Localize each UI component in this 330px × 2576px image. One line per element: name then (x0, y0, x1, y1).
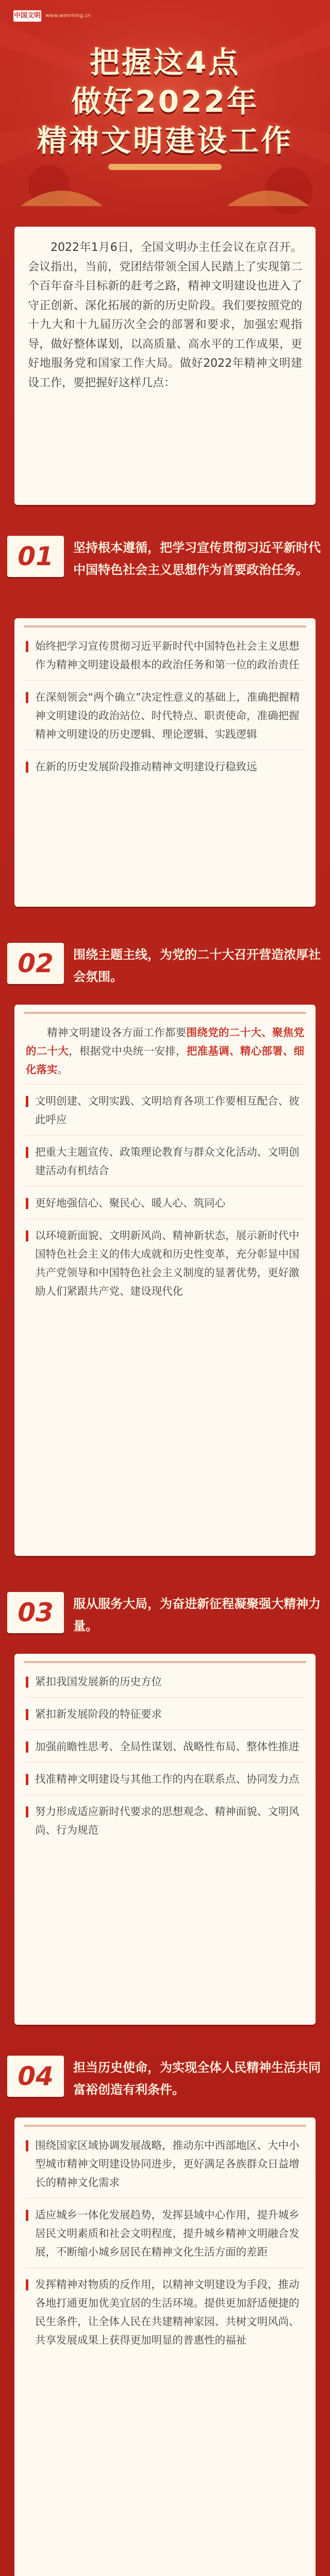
section-3-card (14, 1654, 316, 2025)
section-1-card (14, 618, 316, 907)
section-1-header (7, 536, 323, 581)
hero-title-line-3: 精神文明建设工作 (37, 123, 293, 158)
section-title: 围绕主题主线，为党的二十大召开营造浓厚社会氛围。 (73, 947, 321, 984)
card-top-bar (24, 1661, 306, 1663)
list-item: 努力形成适应新时代要求的思想观念、精神面貌、文明风尚、行为规范 (26, 1802, 304, 1839)
section-number: 04 (7, 2056, 64, 2097)
card-top-bar (24, 2125, 306, 2127)
brand-logo (13, 10, 91, 31)
section-number: 02 (7, 943, 64, 984)
hero-banner (0, 0, 330, 216)
list-item: 把重大主题宣传、政策理论教育与群众文化活动、文明创建活动有机结合 (26, 1143, 304, 1187)
card-top-bar (24, 625, 306, 628)
card-top-bar (24, 1012, 306, 1014)
highlight-text: 围绕党的二十大、聚焦党的二十大 (26, 1026, 305, 1057)
section-4-header (7, 2056, 323, 2101)
hero-title-line-2: 做好2022年 (71, 84, 259, 119)
list-item: 紧扣新发展阶段的特征要求 (26, 1705, 304, 1730)
section-number: 03 (7, 1592, 64, 1633)
paragraph-text: ，根据党中央统一安排， (69, 1045, 187, 1057)
paragraph-text: 精神文明建设各方面工作都要 (47, 1026, 187, 1039)
logo-url: www.wenming.cn (45, 13, 91, 19)
section-title: 服从服务大局，为奋进新征程凝聚强大精神力量。 (73, 1597, 321, 1633)
section-number: 01 (7, 536, 64, 577)
section-4-card (14, 2117, 316, 2576)
list-item: 始终把学习宣传贯彻习近平新时代中国特色社会主义思想作为精神文明建设最根本的政治任务和第一位的政治责任 (26, 637, 304, 681)
hero-title-line-1: 把握这4点 (89, 45, 241, 80)
intro-text: 2022年1月6日，全国文明办主任会议在京召开。会议指出，当前，党团结带领全国人民踏上了实现第二个百年奋斗目标新的赶考之路，精神文明建设也进入了守正创新、深化拓展的新的历史阶段。我们要按照党的十九大和十九届历次全会的部署和要求，加强宏观指导，做好整体谋划，以高质量、高水平的工作成果，更好地服务党和国家工作大局。做好2022年精神文明建设工作，要把握好这样几点： (28, 241, 302, 389)
section-title: 坚持根本遵循，把学习宣传贯彻习近平新时代中国特色社会主义思想作为首要政治任务。 (73, 540, 321, 577)
highlight-text: 把准基调、精心部署、细化落实 (26, 1045, 305, 1076)
section-2-header (7, 943, 323, 988)
section-2-card (14, 1005, 316, 1556)
list-item: 加强前瞻性思考、全局性谋划、战略性布局、整体性推进 (26, 1737, 304, 1762)
section-2-intro-paragraph (26, 1023, 304, 1084)
list-item: 围绕国家区域协调发展战略，推动东中西部地区、大中小型城市精神文明建设协同进步，更好满足各族群众日益增长的精神文化需求 (26, 2136, 304, 2198)
list-item: 在深刻领会“两个确立”决定性意义的基础上，准确把握精神文明建设的政治站位、时代特点、职责使命，准确把握精神文明建设的历史逻辑、理论逻辑、实践逻辑 (26, 688, 304, 750)
list-item: 以环境新面貌、文明新风尚、精神新状态，展示新时代中国特色社会主义的伟大成就和历史性变革，充分彰显中国共产党领导和中国特色社会主义制度的显著优势，更好激励人们紧跟共产党、建设现代化 (26, 1226, 304, 1300)
list-item: 适应城乡一体化发展趋势，发挥县域中心作用，提升城乡居民文明素质和社会文明程度，提升城乡精神文明融合发展，不断缩小城乡居民在精神文化生活方面的差距 (26, 2206, 304, 2268)
list-item: 在新的历史发展阶段推动精神文明建设行稳致远 (26, 757, 304, 776)
list-item: 发挥精神对物质的反作用，以精神文明建设为手段，推动各地打通更加优美宜居的生活环境。提供更加舒适便捷的民生条件，让全体人民在共建精神家园、共树文明风尚、共享发展成果上获得更加明显的普惠性的福祉 (26, 2275, 304, 2349)
list-item: 找准精神文明建设与其他工作的内在联系点、协同发力点 (26, 1770, 304, 1795)
intro-card (14, 227, 316, 505)
logo-text: 中国文明网 (13, 10, 41, 22)
list-item: 文明创建、文明实践、文明培育各项工作要相互配合、彼此呼应 (26, 1092, 304, 1136)
section-3-header (7, 1592, 323, 1637)
list-item: 更好地强信心、聚民心、暖人心、筑同心 (26, 1194, 304, 1219)
section-title: 担当历史使命，为实现全体人民精神生活共同富裕创造有利条件。 (73, 2060, 321, 2097)
paragraph-text: 。 (57, 1063, 68, 1076)
hero-underline (108, 164, 222, 170)
list-item: 紧扣我国发展新的历史方位 (26, 1672, 304, 1698)
